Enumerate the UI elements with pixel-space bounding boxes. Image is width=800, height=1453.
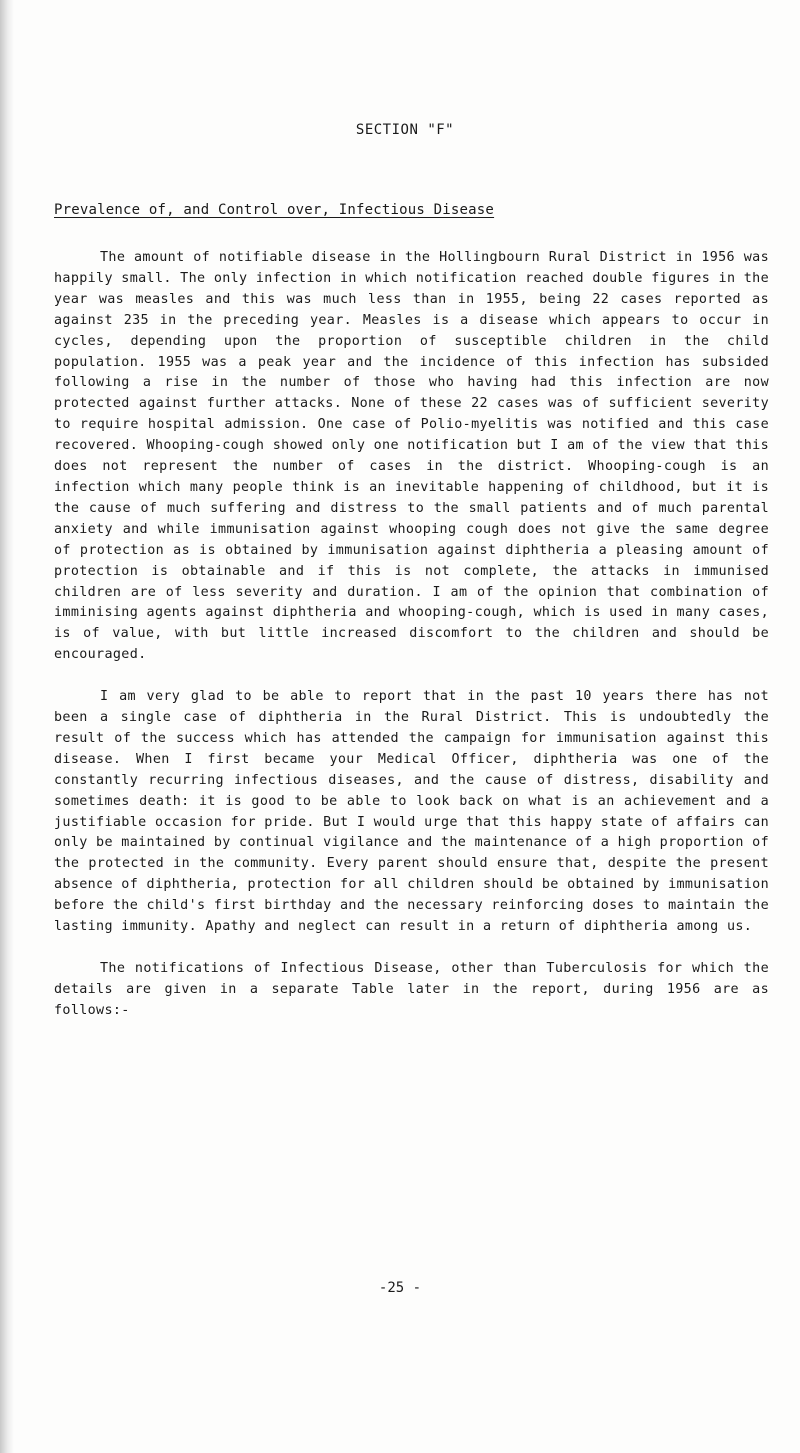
page-number: -25 - xyxy=(378,1280,422,1296)
page-edge-shadow xyxy=(0,0,14,1453)
body-text xyxy=(54,248,769,1022)
document-title: Prevalence of, and Control over, Infectious Disease xyxy=(54,202,495,218)
section-heading: SECTION "F" xyxy=(355,122,455,138)
paragraph-notifications-intro: The notifications of Infectious Disease, other than Tuberculosis for which the details are given in a separate Table later in the report, during 1956 are as follows:- xyxy=(54,961,769,1018)
paragraph-diphtheria: I am very glad to be able to report that in the past 10 years there has not been a single case of diphtheria in the Rural District. This is undoubtedly the result of the success which has attended the campaign for immunisation against this disease. When I first became your Medical Officer, diphtheria was one of the constantly recurring infectious diseases, and the cause of distress, disability and sometimes death: it is good to be able to look back on what is an achievement and a justifiable occasion for pride. But I would urge that this happy state of affairs can only be maintained by continual vigilance and the maintenance of a high proportion of the protected in the community. Every parent should ensure that, despite the present absence of diphtheria, protection for all children should be obtained by immunisation before the child's first birthday and the necessary reinforcing doses to maintain the lasting immunity. Apathy and neglect can result in a return of diphtheria among us. xyxy=(54,689,770,935)
paragraph-measles-whooping-cough: The amount of notifiable disease in the Hollingbourn Rural District in 1956 was happily small. The only infection in which notification reached double figures in the year was measles and this was much less than in 1955, being 22 cases reported as against 235 in the preceding year. Measles is a disease which appears to occur in cycles, depending upon the proportion of susceptible children in the child population. 1955 was a peak year and the incidence of this infection has subsided following a rise in the number of those who having had this infection are now protected against further attacks. None of these 22 cases was of sufficient severity to require hospital admission. One case of Polio-myelitis was notified and this case recovered. Whooping-cough showed only one notification but I am of the view that this does not represent the number of cases in the district. Whooping-cough is an infection which many people think is an inevitable happening of childhood, but it is the cause of much suffering and distress to the small patients and of much parental anxiety and while immunisation against whooping cough does not give the same degree of protection as is obtained by immunisation against diphtheria a pleasing amount of protection is obtainable and if this is not complete, the attacks in immunised children are of less severity and duration. I am of the opinion that combination of imminising agents against diphtheria and whooping-cough, which is used in many cases, is of value, with but little increased discomfort to the children and should be encouraged. xyxy=(54,250,770,663)
